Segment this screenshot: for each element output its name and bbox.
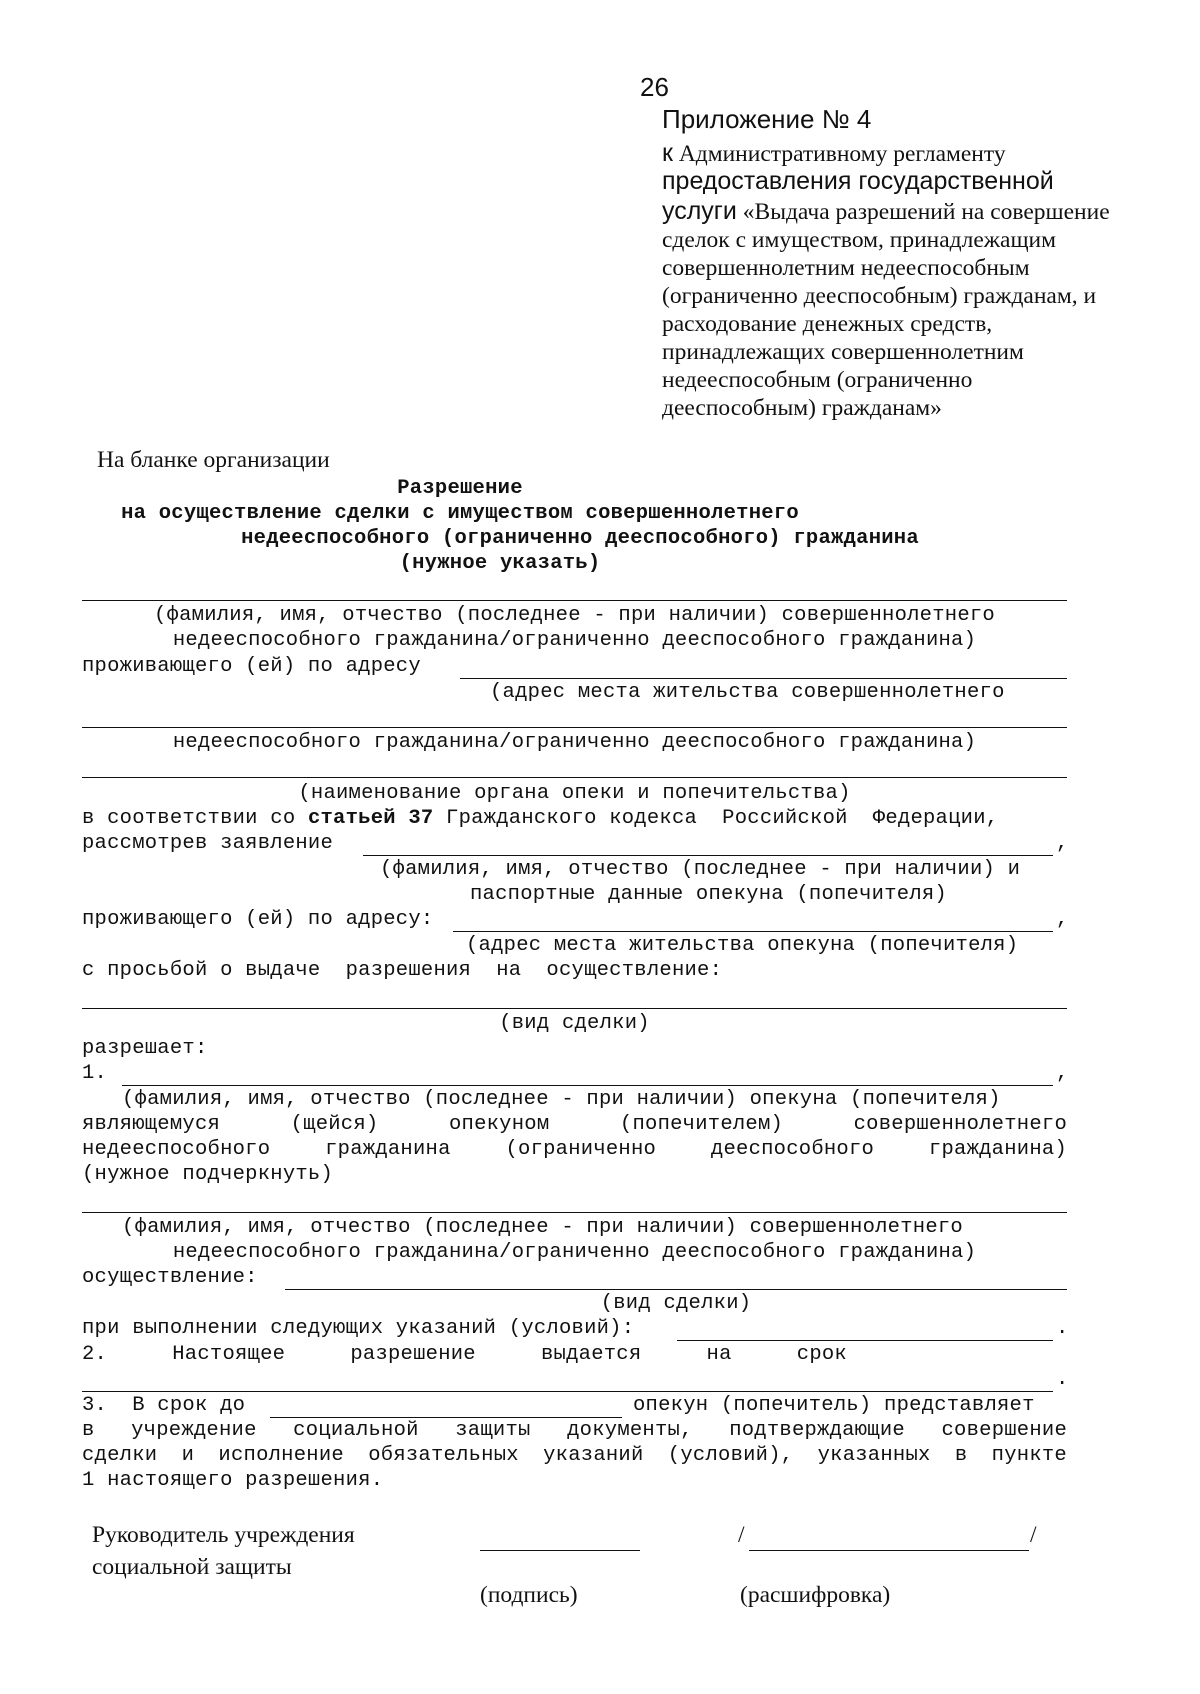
application-label: рассмотрев заявление [82, 832, 334, 855]
guardian-address-caption: (адрес места жительства опекуна (попечителя) [466, 934, 1019, 957]
signature-line[interactable] [480, 1550, 640, 1551]
ward-address-line[interactable] [460, 678, 1067, 679]
guardian-name-comma: , [1056, 1062, 1069, 1085]
head-title-line-1: Руководитель учреждения [92, 1522, 355, 1548]
article-line: в соответствии со статьей 37 Гражданского кодекса Российской Федерации, [82, 807, 999, 830]
appendix-line-4: сделок с имуществом, принадлежащим [662, 227, 1056, 253]
item-3-line-4: 1 настоящего разрешения. [82, 1469, 384, 1492]
ward-name-line-2[interactable] [82, 1212, 1067, 1213]
form-subtitle-1: на осуществление сделки с имуществом совершеннолетнего [121, 502, 799, 525]
signature-caption: (подпись) [480, 1582, 578, 1608]
decoding-caption: (расшифровка) [740, 1582, 891, 1608]
permits-label: разрешает: [82, 1037, 208, 1060]
decoding-slash-left: / [738, 1522, 745, 1548]
appendix-line-10: дееспособным) гражданам» [662, 395, 942, 421]
appendix-line-2: предоставления государственной [662, 167, 1054, 195]
appendix-title: Приложение № 4 [662, 104, 872, 134]
form-title: Разрешение [397, 477, 523, 500]
appendix-line-9: недееспособным (ограниченно [662, 367, 973, 393]
ward-name-line[interactable] [82, 600, 1067, 601]
item-1-number: 1. [82, 1062, 108, 1085]
appendix-line-7: расходование денежных средств, [662, 311, 993, 337]
term-line[interactable] [82, 1391, 1053, 1392]
residing-label: проживающего (ей) по адресу [82, 655, 421, 678]
request-line: с просьбой о выдаче разрешения на осуществление: [82, 959, 723, 982]
authority-caption: (наименование органа опеки и попечительства) [298, 782, 851, 805]
conditions-line[interactable] [677, 1340, 1053, 1341]
term-period: . [1056, 1368, 1069, 1391]
deadline-line[interactable] [270, 1417, 622, 1418]
item-3-prefix: 3. В срок до [82, 1394, 246, 1417]
ward-address-line-2[interactable] [82, 727, 1067, 728]
ward-name-caption-2: недееспособного гражданина/ограниченно дееспособного гражданина) [172, 629, 977, 652]
deal-caption: (вид сделки) [499, 1012, 650, 1035]
appendix-line-6: (ограниченно дееспособным) гражданам, и [662, 283, 1097, 309]
application-line[interactable] [363, 855, 1053, 856]
applicant-caption-2: паспортные данные опекуна (попечителя) [470, 883, 947, 906]
form-subtitle-3: (нужное указать) [399, 552, 601, 575]
appendix-line-5: совершеннолетним недееспособным [662, 255, 1030, 281]
deal-line[interactable] [82, 1008, 1067, 1009]
item-3-suffix: опекун (попечитель) представляет [633, 1394, 1035, 1417]
application-comma: , [1056, 832, 1069, 855]
ward-name-caption-3: (фамилия, имя, отчество (последнее - при наличии) совершеннолетнего [122, 1216, 963, 1239]
head-title-line-2: социальной защиты [92, 1554, 292, 1580]
applicant-caption-1: (фамилия, имя, отчество (последнее - при наличии) и [380, 858, 1021, 881]
authority-line[interactable] [82, 777, 1067, 778]
decoding-slash-right: / [1030, 1522, 1037, 1548]
appendix-line-1: к Административному регламенту [662, 139, 1006, 167]
implementation-line[interactable] [285, 1289, 1067, 1290]
implementation-label: осуществление: [82, 1266, 258, 1289]
item-3-line-2: в учреждение социальной защиты документы, подтверждающие совершение [82, 1419, 1067, 1442]
deal-caption-2: (вид сделки) [600, 1292, 752, 1315]
item-3-line-3: сделки и исполнение обязательных указаний (условий), указанных в пункте [82, 1444, 1067, 1467]
guardian-address-comma: , [1056, 908, 1069, 931]
appendix-line-8: принадлежащих совершеннолетним [662, 339, 1024, 365]
appendix-line-3: услуги «Выдача разрешений на совершение [662, 197, 1110, 225]
page-number: 26 [640, 72, 669, 102]
form-subtitle-2: недееспособного (ограниченно дееспособного) гражданина [241, 527, 919, 550]
guardian-name-caption: (фамилия, имя, отчество (последнее - при наличии) опекуна (попечителя) [122, 1088, 1001, 1111]
letterhead-note: На бланке организации [97, 447, 330, 473]
conditions-period: . [1056, 1317, 1069, 1340]
residing-label-2: проживающего (ей) по адресу: [82, 908, 434, 931]
conditions-label: при выполнении следующих указаний (условий): [82, 1317, 635, 1340]
guardian-name-line[interactable] [122, 1085, 1053, 1086]
decoding-line[interactable] [749, 1550, 1029, 1551]
guardian-address-line[interactable] [453, 931, 1053, 932]
ward-name-caption-4: недееспособного гражданина/ограниченно дееспособного гражданина) [172, 1241, 977, 1264]
ward-name-caption-1: (фамилия, имя, отчество (последнее - при наличии) совершеннолетнего [154, 604, 995, 627]
ward-address-caption-1: (адрес места жительства совершеннолетнего [490, 681, 1005, 704]
being-line-1: являющемуся (щейся) опекуном (попечителем) совершеннолетнего [82, 1113, 1067, 1136]
being-line-2: недееспособного гражданина (ограниченно дееспособного гражданина) [82, 1138, 1067, 1161]
ward-address-caption-2: недееспособного гражданина/ограниченно дееспособного гражданина) [172, 731, 977, 754]
item-2: 2. Настоящее разрешение выдается на срок [82, 1343, 847, 1366]
underline-note: (нужное подчеркнуть) [82, 1163, 334, 1186]
